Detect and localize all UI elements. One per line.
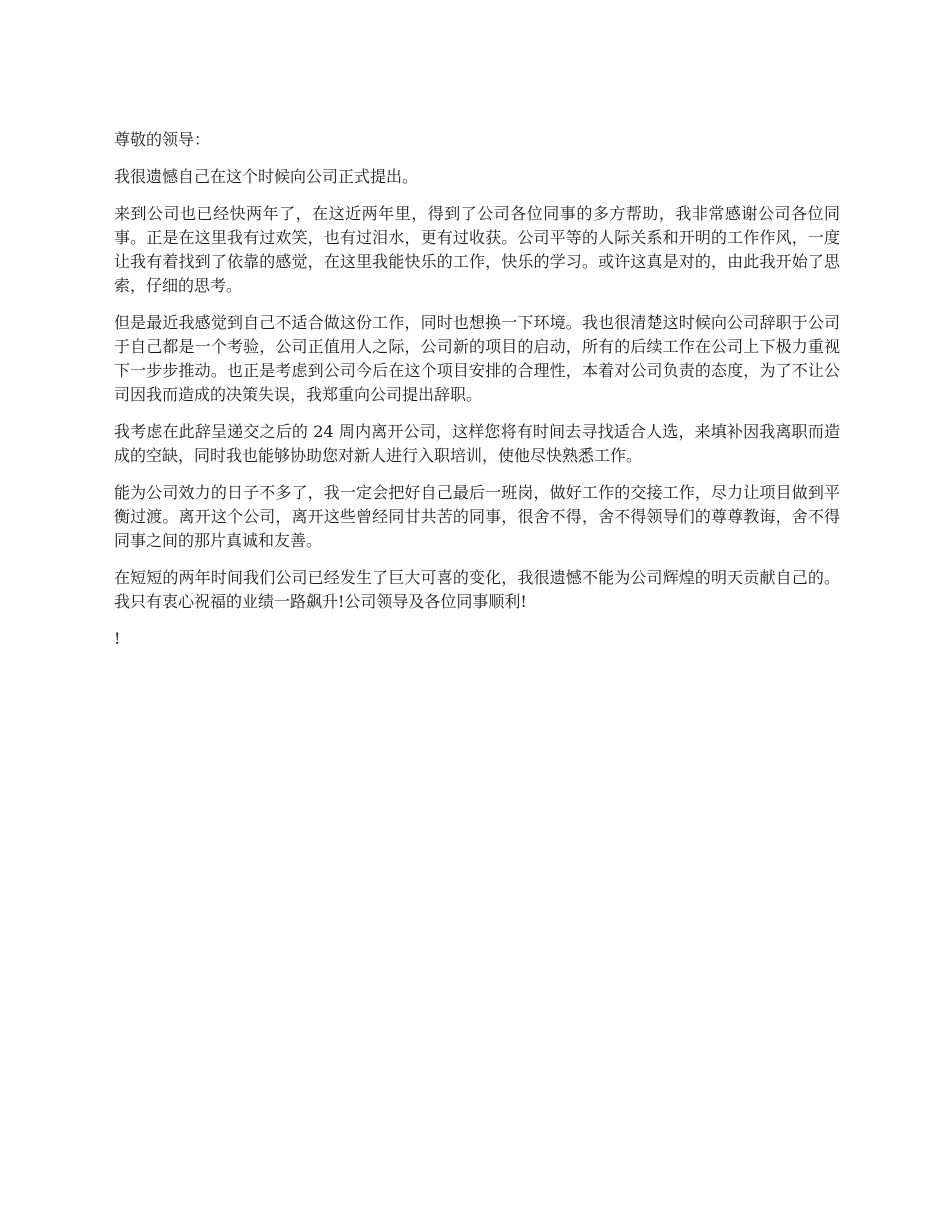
- paragraph-5: 能为公司效力的日子不多了，我一定会把好自己最后一班岗，做好工作的交接工作，尽力让项目做到平衡过渡。离开这个公司，离开这些曾经同甘共苦的同事，很舍不得，舍不得领导们的尊尊教诲，舍不得同事之间的那片真诚和友善。: [114, 483, 840, 550]
- paragraph-4: 我考虑在此辞呈递交之后的 24 周内离开公司，这样您将有时间去寻找适合人选，来填补因我离职而造成的空缺，同时我也能够协助您对新人进行入职培训，使他尽快熟悉工作。: [114, 422, 840, 465]
- paragraph-2: 来到公司也已经快两年了，在这近两年里，得到了公司各位同事的多方帮助，我非常感谢公司各位同事。正是在这里我有过欢笑，也有过泪水，更有过收获。公司平等的人际关系和开明的工作作风，一度让我有着找到了依靠的感觉，在这里我能快乐的工作，快乐的学习。或许这真是对的，由此我开始了思索，仔细的思考。: [114, 204, 840, 295]
- document-body: [114, 128, 840, 664]
- paragraph-1: 我很遗憾自己在这个时候向公司正式提出。: [114, 167, 419, 186]
- salutation: 尊敬的领导：: [114, 130, 211, 149]
- paragraph-6: 在短短的两年时间我们公司已经发生了巨大可喜的变化，我很遗憾不能为公司辉煌的明天贡献自己的。我只有衷心祝福的业绩一路飙升!公司领导及各位同事顺利!: [114, 568, 840, 611]
- closing-mark: !: [114, 629, 121, 648]
- paragraph-3: 但是最近我感觉到自己不适合做这份工作，同时也想换一下环境。我也很清楚这时候向公司辞职于公司于自己都是一个考验，公司正值用人之际，公司新的项目的启动，所有的后续工作在公司上下极力重视下一步步推动。也正是考虑到公司今后在这个项目安排的合理性，本着对公司负责的态度，为了不让公司因我而造成的决策失误，我郑重向公司提出辞职。: [114, 313, 840, 404]
